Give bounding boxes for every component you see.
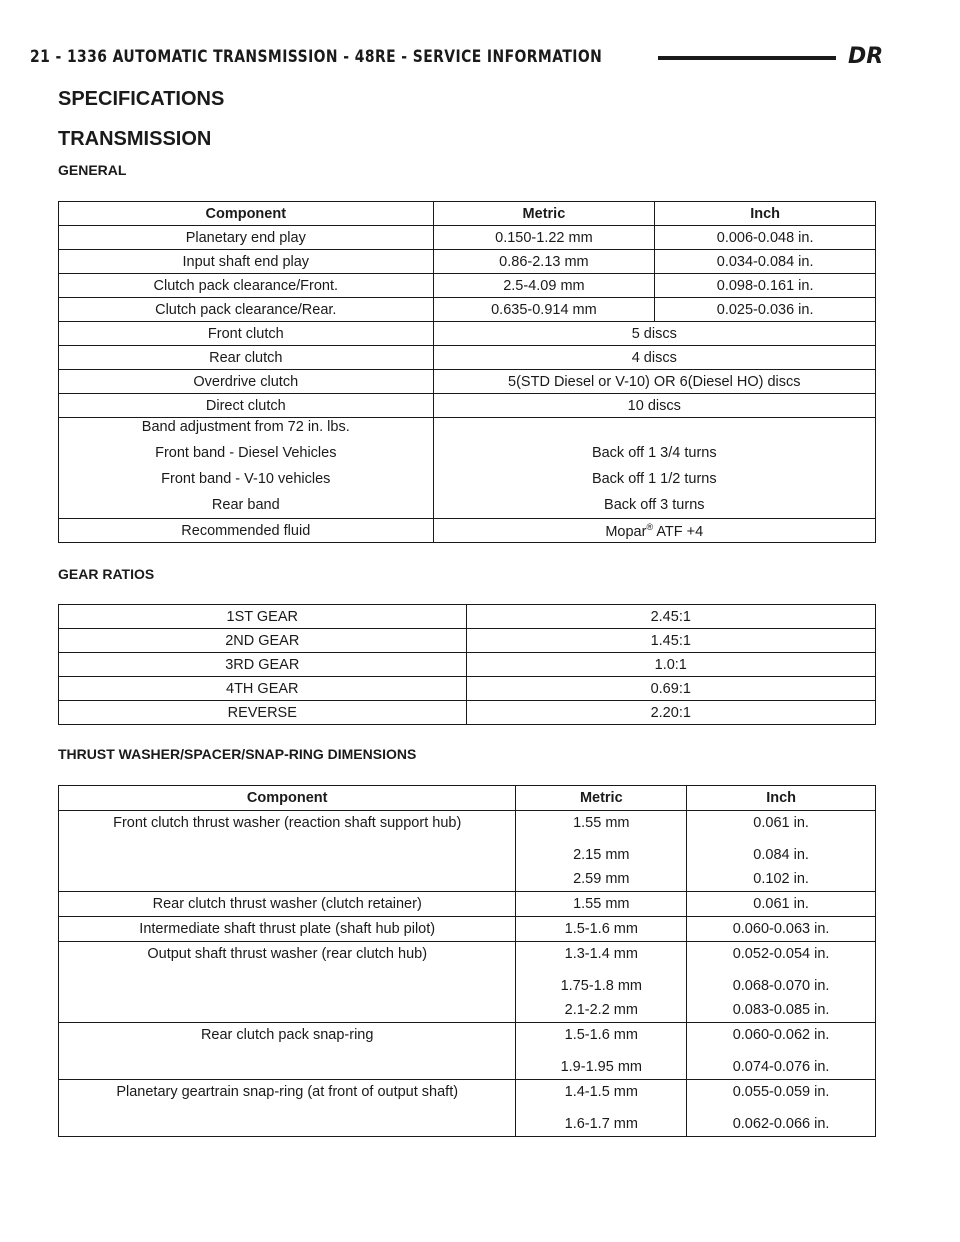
component-cell <box>59 811 516 892</box>
table-row <box>59 519 876 543</box>
inch-cell <box>687 811 876 892</box>
metric-value: 2.1-2.2 mm <box>564 1002 638 1018</box>
band-value-line <box>434 418 875 440</box>
table-row <box>59 811 876 892</box>
inch-value: 0.068-0.070 in. <box>732 978 830 994</box>
table-row <box>59 605 876 629</box>
registered-mark: ® <box>646 521 654 532</box>
metric-cell: 0.150-1.22 mm <box>433 226 655 250</box>
column-header: Component <box>59 202 434 226</box>
component-text: Output shaft thrust washer (rear clutch hub) <box>147 946 428 962</box>
table-row <box>59 226 876 250</box>
table-row <box>59 322 876 346</box>
heading-thrust-washer: THRUST WASHER/SPACER/SNAP-RING DIMENSIONS <box>58 746 417 762</box>
metric-value: 1.4-1.5 mm <box>564 1084 638 1100</box>
component-cell: Front clutch <box>59 322 434 346</box>
value-cell: 5 discs <box>433 322 875 346</box>
table-row <box>59 346 876 370</box>
inch-value: 0.061 in. <box>753 896 809 912</box>
gear-ratio-table <box>58 604 876 725</box>
gear-cell: 2ND GEAR <box>59 629 467 653</box>
column-header: Inch <box>655 202 876 226</box>
ratio-cell: 2.20:1 <box>466 701 875 725</box>
thrust-washer-table <box>58 785 876 1137</box>
gear-cell: 3RD GEAR <box>59 653 467 677</box>
metric-value: 1.55 mm <box>573 815 630 831</box>
inch-value: 0.084 in. <box>753 847 809 863</box>
fluid-brand: Mopar <box>605 523 647 540</box>
metric-cell <box>516 811 687 892</box>
table-row <box>59 370 876 394</box>
metric-value: 1.75-1.8 mm <box>560 978 642 994</box>
inch-cell <box>687 1023 876 1080</box>
component-cell: Recommended fluid <box>59 519 434 543</box>
table-row <box>59 629 876 653</box>
table-row <box>59 701 876 725</box>
inch-cell: 0.034-0.084 in. <box>655 250 876 274</box>
metric-value: 1.5-1.6 mm <box>564 1027 638 1043</box>
metric-cell <box>516 1023 687 1080</box>
inch-cell <box>687 892 876 917</box>
fluid-name: ATF +4 <box>656 523 704 540</box>
metric-value: 2.59 mm <box>573 871 630 887</box>
ratio-cell: 2.45:1 <box>466 605 875 629</box>
inch-value: 0.052-0.054 in. <box>732 946 830 962</box>
column-header: Inch <box>687 786 876 811</box>
inch-value: 0.062-0.066 in. <box>732 1116 830 1132</box>
metric-cell: 0.635-0.914 mm <box>433 298 655 322</box>
inch-cell <box>687 942 876 1023</box>
component-cell: Planetary end play <box>59 226 434 250</box>
inch-cell: 0.098-0.161 in. <box>655 274 876 298</box>
value-cell <box>433 418 875 519</box>
metric-value: 1.5-1.6 mm <box>564 921 638 937</box>
component-cell <box>59 892 516 917</box>
table-row <box>59 1080 876 1137</box>
metric-cell: 0.86-2.13 mm <box>433 250 655 274</box>
table-row <box>59 250 876 274</box>
component-text: Intermediate shaft thrust plate (shaft hub pilot) <box>139 921 436 937</box>
table-row <box>59 677 876 701</box>
heading-transmission: TRANSMISSION <box>58 128 212 150</box>
inch-value: 0.102 in. <box>753 871 809 887</box>
table-row <box>59 653 876 677</box>
value-cell <box>433 519 875 543</box>
ratio-cell: 1.0:1 <box>466 653 875 677</box>
ratio-cell: 1.45:1 <box>466 629 875 653</box>
band-value-line: Back off 1 3/4 turns <box>591 445 717 461</box>
metric-cell: 2.5-4.09 mm <box>433 274 655 298</box>
component-cell <box>59 1080 516 1137</box>
metric-cell <box>516 917 687 942</box>
general-table <box>58 201 876 543</box>
table-row <box>59 274 876 298</box>
gear-cell: 1ST GEAR <box>59 605 467 629</box>
gear-cell: 4TH GEAR <box>59 677 467 701</box>
component-cell: Input shaft end play <box>59 250 434 274</box>
table-row <box>59 394 876 418</box>
table-row <box>59 1023 876 1080</box>
table-row <box>59 917 876 942</box>
heading-general: GENERAL <box>58 162 127 178</box>
heading-specifications: SPECIFICATIONS <box>58 88 225 110</box>
inch-value: 0.074-0.076 in. <box>732 1059 830 1075</box>
value-cell: 5(STD Diesel or V-10) OR 6(Diesel HO) discs <box>433 370 875 394</box>
inch-value: 0.061 in. <box>753 815 809 831</box>
inch-cell: 0.006-0.048 in. <box>655 226 876 250</box>
component-cell <box>59 418 434 519</box>
brand-logo: DR <box>848 44 884 69</box>
metric-value: 1.55 mm <box>573 896 630 912</box>
band-component-line: Front band - V-10 vehicles <box>161 471 331 487</box>
component-cell <box>59 917 516 942</box>
metric-value: 1.3-1.4 mm <box>564 946 638 962</box>
inch-value: 0.060-0.062 in. <box>732 1027 830 1043</box>
inch-value: 0.055-0.059 in. <box>732 1084 830 1100</box>
table-row <box>59 942 876 1023</box>
component-cell: Direct clutch <box>59 394 434 418</box>
metric-cell <box>516 892 687 917</box>
inch-cell <box>687 1080 876 1137</box>
component-text: Front clutch thrust washer (reaction shaft support hub) <box>113 815 462 831</box>
page-header <box>30 44 930 74</box>
value-cell: 10 discs <box>433 394 875 418</box>
band-component-line: Band adjustment from 72 in. lbs. <box>141 419 350 435</box>
table-row <box>59 298 876 322</box>
component-cell <box>59 1023 516 1080</box>
component-cell: Overdrive clutch <box>59 370 434 394</box>
inch-cell <box>687 917 876 942</box>
band-component-line: Front band - Diesel Vehicles <box>155 445 337 461</box>
metric-value: 1.9-1.95 mm <box>560 1059 642 1075</box>
value-cell: 4 discs <box>433 346 875 370</box>
metric-value: 1.6-1.7 mm <box>564 1116 638 1132</box>
component-text: Rear clutch thrust washer (clutch retainer) <box>152 896 422 912</box>
table-row <box>59 418 876 519</box>
component-cell <box>59 942 516 1023</box>
column-header: Metric <box>516 786 687 811</box>
metric-cell <box>516 942 687 1023</box>
component-cell: Rear clutch <box>59 346 434 370</box>
heading-gear-ratios: GEAR RATIOS <box>58 566 155 582</box>
table-header-row <box>59 202 876 226</box>
gear-cell: REVERSE <box>59 701 467 725</box>
band-value-line: Back off 1 1/2 turns <box>591 471 717 487</box>
component-cell: Clutch pack clearance/Rear. <box>59 298 434 322</box>
metric-cell <box>516 1080 687 1137</box>
inch-cell: 0.025-0.036 in. <box>655 298 876 322</box>
column-header: Metric <box>433 202 655 226</box>
inch-value: 0.060-0.063 in. <box>732 921 830 937</box>
inch-value: 0.083-0.085 in. <box>732 1002 830 1018</box>
component-cell: Clutch pack clearance/Front. <box>59 274 434 298</box>
table-row <box>59 892 876 917</box>
table-header-row <box>59 786 876 811</box>
component-text: Rear clutch pack snap-ring <box>200 1027 374 1043</box>
band-component-line: Rear band <box>211 497 280 513</box>
page-title: 21 - 1336 AUTOMATIC TRANSMISSION - 48RE - SERVICE INFORMATION <box>30 47 603 67</box>
ratio-cell: 0.69:1 <box>466 677 875 701</box>
band-value-line: Back off 3 turns <box>604 497 705 513</box>
header-rule <box>658 56 836 60</box>
metric-value: 2.15 mm <box>573 847 630 863</box>
column-header: Component <box>59 786 516 811</box>
component-text: Planetary geartrain snap-ring (at front of output shaft) <box>116 1084 459 1100</box>
